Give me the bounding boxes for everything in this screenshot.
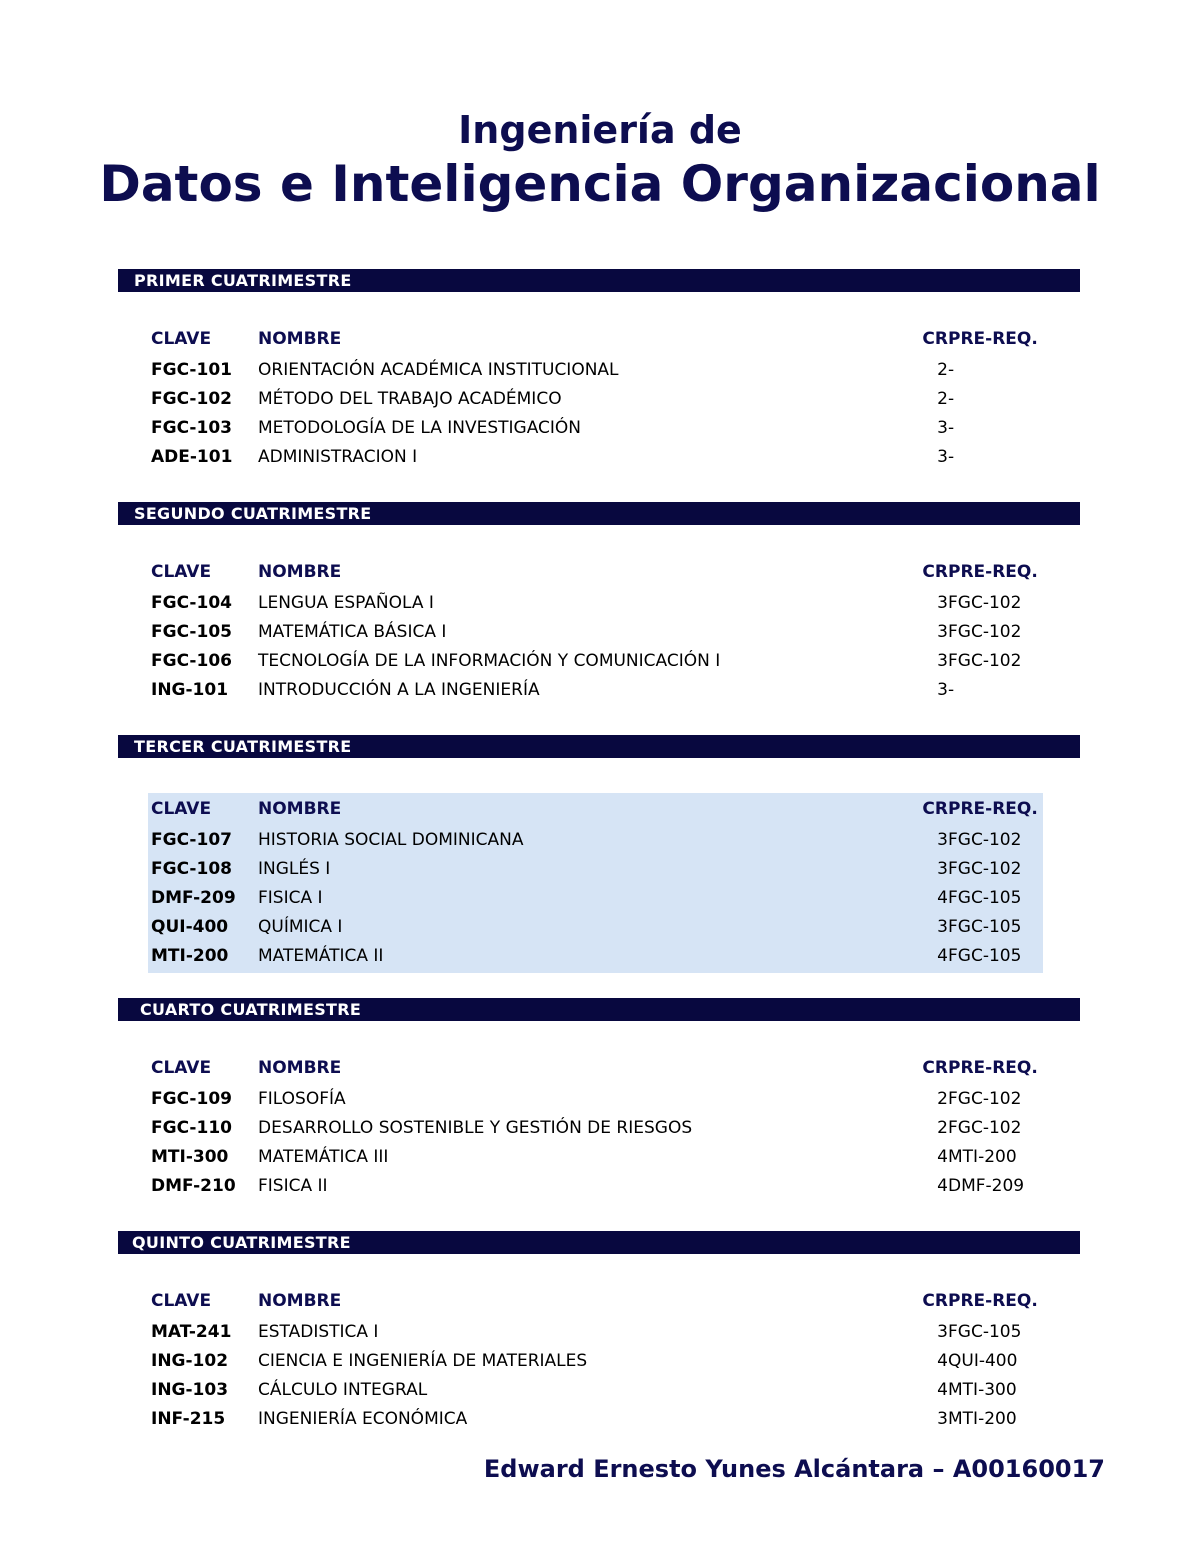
col-nombre-header: NOMBRE	[258, 329, 342, 349]
course-name: CÁLCULO INTEGRAL	[258, 1380, 428, 1400]
course-credits: 2	[937, 1089, 948, 1109]
table-row	[148, 884, 1043, 913]
course-prereq: QUI-400	[948, 1351, 1018, 1371]
section-header: TERCER CUATRIMESTRE	[118, 735, 1080, 758]
course-prereq: FGC-102	[948, 830, 1022, 850]
section-header: CUARTO CUATRIMESTRE	[118, 998, 1080, 1021]
course-name: ADMINISTRACION I	[258, 447, 418, 467]
table-row	[148, 356, 1043, 385]
table-row	[148, 1114, 1043, 1143]
course-code: DMF-209	[151, 888, 236, 908]
course-name: LENGUA ESPAÑOLA I	[258, 593, 434, 613]
course-prereq: FGC-105	[948, 946, 1022, 966]
course-prereq: MTI-300	[948, 1380, 1017, 1400]
course-credits: 4	[937, 946, 948, 966]
course-credits: 3	[937, 622, 948, 642]
course-table	[148, 793, 1043, 973]
table-row	[148, 676, 1043, 705]
table-row	[148, 385, 1043, 414]
section-header: PRIMER CUATRIMESTRE	[118, 269, 1080, 292]
course-prereq: FGC-105	[948, 1322, 1022, 1342]
course-credits: 3	[937, 418, 948, 438]
course-code: FGC-104	[151, 593, 232, 613]
course-prereq: -	[948, 680, 955, 700]
col-clave-header: CLAVE	[151, 1058, 212, 1078]
col-nombre-header: NOMBRE	[258, 1291, 342, 1311]
table-header-row	[148, 1287, 1043, 1318]
col-nombre-header: NOMBRE	[258, 562, 342, 582]
course-prereq: FGC-102	[948, 1089, 1022, 1109]
course-prereq: FGC-102	[948, 1118, 1022, 1138]
course-name: FISICA I	[258, 888, 323, 908]
course-code: FGC-110	[151, 1118, 232, 1138]
table-row	[148, 826, 1043, 855]
course-table	[148, 1287, 1043, 1434]
course-code: FGC-107	[151, 830, 232, 850]
table-row	[148, 1405, 1043, 1434]
course-code: FGC-103	[151, 418, 232, 438]
course-credits: 4	[937, 1147, 948, 1167]
course-name: METODOLOGÍA DE LA INVESTIGACIÓN	[258, 418, 582, 438]
course-code: ADE-101	[151, 447, 233, 467]
table-row	[148, 618, 1043, 647]
course-code: FGC-101	[151, 360, 232, 380]
table-header-row	[148, 795, 1043, 826]
course-prereq: -	[948, 447, 955, 467]
course-name: HISTORIA SOCIAL DOMINICANA	[258, 830, 524, 850]
course-name: DESARROLLO SOSTENIBLE Y GESTIÓN DE RIESGOS	[258, 1118, 693, 1138]
col-pre-header: PRE-REQ.	[948, 1058, 1038, 1078]
course-prereq: FGC-105	[948, 917, 1022, 937]
course-credits: 4	[937, 1351, 948, 1371]
course-code: QUI-400	[151, 917, 229, 937]
course-prereq: -	[948, 360, 955, 380]
section-header: SEGUNDO CUATRIMESTRE	[118, 502, 1080, 525]
course-table	[148, 558, 1043, 705]
course-credits: 4	[937, 1380, 948, 1400]
table-row	[148, 1085, 1043, 1114]
col-nombre-header: NOMBRE	[258, 799, 342, 819]
course-code: INF-215	[151, 1409, 226, 1429]
course-code: FGC-102	[151, 389, 232, 409]
col-cr-header: CR	[922, 562, 948, 582]
col-cr-header: CR	[922, 1058, 948, 1078]
course-name: MATEMÁTICA BÁSICA I	[258, 622, 447, 642]
course-credits: 3	[937, 859, 948, 879]
course-credits: 3	[937, 1322, 948, 1342]
course-name: ORIENTACIÓN ACADÉMICA INSTITUCIONAL	[258, 360, 619, 380]
col-clave-header: CLAVE	[151, 329, 212, 349]
table-header-row	[148, 325, 1043, 356]
section-header: QUINTO CUATRIMESTRE	[118, 1231, 1080, 1254]
course-name: ESTADISTICA I	[258, 1322, 379, 1342]
col-cr-header: CR	[922, 799, 948, 819]
col-clave-header: CLAVE	[151, 799, 212, 819]
course-prereq: MTI-200	[948, 1409, 1017, 1429]
col-clave-header: CLAVE	[151, 1291, 212, 1311]
section-tercer	[118, 735, 1080, 973]
course-name: TECNOLOGÍA DE LA INFORMACIÓN Y COMUNICACIÓN I	[258, 651, 721, 671]
page-title-line2: Datos e Inteligencia Organizacional	[99, 155, 1101, 213]
course-code: ING-102	[151, 1351, 229, 1371]
course-credits: 3	[937, 680, 948, 700]
course-table	[148, 1054, 1043, 1201]
col-pre-header: PRE-REQ.	[948, 799, 1038, 819]
table-row	[148, 1172, 1043, 1201]
table-row	[148, 855, 1043, 884]
course-prereq: FGC-102	[948, 622, 1022, 642]
course-prereq: -	[948, 389, 955, 409]
table-row	[148, 1318, 1043, 1347]
course-name: FISICA II	[258, 1176, 328, 1196]
course-code: DMF-210	[151, 1176, 236, 1196]
course-credits: 4	[937, 1176, 948, 1196]
course-credits: 2	[937, 389, 948, 409]
table-row	[148, 913, 1043, 942]
course-prereq: FGC-102	[948, 651, 1022, 671]
course-name: MATEMÁTICA II	[258, 946, 384, 966]
course-prereq: DMF-209	[948, 1176, 1025, 1196]
col-pre-header: PRE-REQ.	[948, 329, 1038, 349]
course-credits: 2	[937, 1118, 948, 1138]
author-footer: Edward Ernesto Yunes Alcántara – A00160017	[483, 1455, 1105, 1483]
course-name: INGLÉS I	[258, 859, 331, 879]
course-credits: 3	[937, 917, 948, 937]
course-name: INGENIERÍA ECONÓMICA	[258, 1409, 468, 1429]
course-credits: 3	[937, 447, 948, 467]
table-row	[148, 1376, 1043, 1405]
table-row	[148, 414, 1043, 443]
course-credits: 3	[937, 1409, 948, 1429]
col-nombre-header: NOMBRE	[258, 1058, 342, 1078]
table-header-row	[148, 1054, 1043, 1085]
table-row	[148, 1143, 1043, 1172]
course-credits: 3	[937, 651, 948, 671]
course-prereq: FGC-102	[948, 593, 1022, 613]
section-segundo	[118, 502, 1080, 705]
table-header-row	[148, 558, 1043, 589]
course-credits: 3	[937, 593, 948, 613]
table-row	[148, 589, 1043, 618]
section-cuarto	[118, 998, 1080, 1201]
course-code: MAT-241	[151, 1322, 232, 1342]
table-row	[148, 443, 1043, 472]
table-row	[148, 942, 1043, 971]
course-prereq: FGC-105	[948, 888, 1022, 908]
course-name: CIENCIA E INGENIERÍA DE MATERIALES	[258, 1351, 588, 1371]
page-title-line1: Ingeniería de	[458, 108, 742, 152]
col-cr-header: CR	[922, 1291, 948, 1311]
course-credits: 2	[937, 360, 948, 380]
course-credits: 4	[937, 888, 948, 908]
table-row	[148, 647, 1043, 676]
course-code: FGC-105	[151, 622, 232, 642]
course-credits: 3	[937, 830, 948, 850]
section-quinto	[118, 1231, 1080, 1434]
course-code: FGC-106	[151, 651, 232, 671]
course-name: QUÍMICA I	[258, 917, 343, 937]
course-name: FILOSOFÍA	[258, 1089, 346, 1109]
course-prereq: -	[948, 418, 955, 438]
course-code: MTI-200	[151, 946, 229, 966]
table-row	[148, 1347, 1043, 1376]
course-code: FGC-108	[151, 859, 232, 879]
course-name: MATEMÁTICA III	[258, 1147, 389, 1167]
course-name: INTRODUCCIÓN A LA INGENIERÍA	[258, 680, 540, 700]
course-code: ING-101	[151, 680, 229, 700]
col-cr-header: CR	[922, 329, 948, 349]
course-name: MÉTODO DEL TRABAJO ACADÉMICO	[258, 389, 562, 409]
course-prereq: MTI-200	[948, 1147, 1017, 1167]
col-clave-header: CLAVE	[151, 562, 212, 582]
course-code: ING-103	[151, 1380, 229, 1400]
course-code: MTI-300	[151, 1147, 229, 1167]
course-table	[148, 325, 1043, 472]
course-code: FGC-109	[151, 1089, 232, 1109]
course-prereq: FGC-102	[948, 859, 1022, 879]
col-pre-header: PRE-REQ.	[948, 1291, 1038, 1311]
section-primer	[118, 269, 1080, 472]
col-pre-header: PRE-REQ.	[948, 562, 1038, 582]
